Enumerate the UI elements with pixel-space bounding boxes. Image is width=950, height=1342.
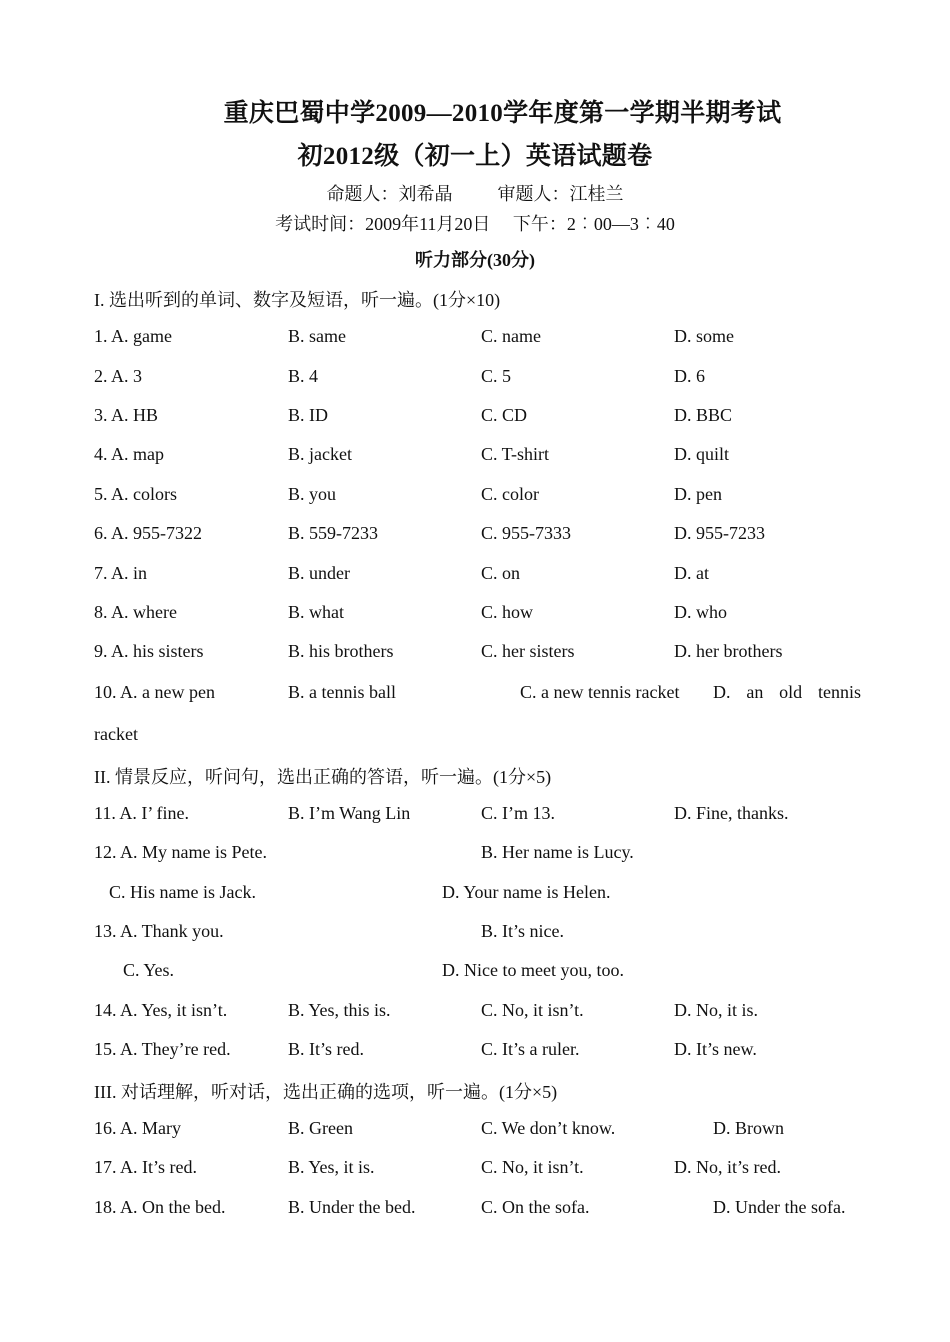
q6-option-d: D. 955-7233 (674, 523, 765, 543)
q9-option-d: D. her brothers (674, 641, 783, 661)
q12-option-a: 12. A. My name is Pete. (94, 842, 267, 862)
q11-option-b: B. I’m Wang Lin (288, 803, 411, 823)
q10-option-d-word: tennis (818, 682, 861, 702)
q16-option-c: C. We don’t know. (481, 1118, 616, 1138)
q14-option-c: C. No, it isn’t. (481, 1000, 584, 1020)
q16-option-b: B. Green (288, 1118, 353, 1138)
section-1-heading: I. 选出听到的单词、数字及短语，听一遍。(1分×10) (94, 290, 501, 310)
q15-option-a: 15. A. They’re red. (94, 1039, 231, 1059)
q10-option-c: C. a new tennis racket (520, 682, 680, 702)
q7-option-c: C. on (481, 563, 521, 583)
q18-option-a: 18. A. On the bed. (94, 1197, 226, 1217)
q12-option-b: B. Her name is Lucy. (481, 842, 634, 862)
q9-option-a: 9. A. his sisters (94, 641, 204, 661)
q3-option-a: 3. A. HB (94, 405, 159, 425)
q18-option-c: C. On the sofa. (481, 1197, 590, 1217)
q13-option-c: C. Yes. (123, 960, 175, 980)
q4-option-c: C. T-shirt (481, 444, 550, 464)
q13-option-a: 13. A. Thank you. (94, 921, 224, 941)
exam-authors: 命题人：刘希晶 审题人：江桂兰 (326, 184, 624, 204)
q12-option-c: C. His name is Jack. (109, 882, 256, 902)
q14-option-a: 14. A. Yes, it isn’t. (94, 1000, 228, 1020)
q16-option-d: D. Brown (713, 1118, 784, 1138)
q10-option-d-word: D. (713, 682, 731, 702)
q18-option-b: B. Under the bed. (288, 1197, 416, 1217)
q8-option-d: D. who (674, 602, 727, 622)
q2-option-c: C. 5 (481, 366, 512, 386)
q5-option-d: D. pen (674, 484, 722, 504)
q3-option-d: D. BBC (674, 405, 733, 425)
q11-option-c: C. I’m 13. (481, 803, 555, 823)
q5-option-a: 5. A. colors (94, 484, 177, 504)
listening-part-heading: 听力部分(30分) (415, 250, 535, 270)
q4-option-b: B. jacket (288, 444, 352, 464)
exam-time: 考试时间：2009年11月20日 下午：2︰00—3︰40 (275, 214, 675, 234)
q3-option-c: C. CD (481, 405, 528, 425)
q13-option-b: B. It’s nice. (481, 921, 564, 941)
q18-option-d: D. Under the sofa. (713, 1197, 846, 1217)
q11-option-a: 11. A. I’ fine. (94, 803, 189, 823)
q1-option-a: 1. A. game (94, 326, 172, 346)
q16-option-a: 16. A. Mary (94, 1118, 181, 1138)
q17-option-d: D. No, it’s red. (674, 1157, 781, 1177)
q9-option-b: B. his brothers (288, 641, 394, 661)
q12-option-d: D. Your name is Helen. (442, 882, 611, 902)
q15-option-d: D. It’s new. (674, 1039, 757, 1059)
q3-option-b: B. ID (288, 405, 328, 425)
q8-option-c: C. how (481, 602, 534, 622)
q17-option-c: C. No, it isn’t. (481, 1157, 584, 1177)
q2-option-b: B. 4 (288, 366, 319, 386)
q10-option-b: B. a tennis ball (288, 682, 396, 702)
q1-option-c: C. name (481, 326, 541, 346)
q4-option-a: 4. A. map (94, 444, 164, 464)
q1-option-d: D. some (674, 326, 734, 346)
q10-option-d-wrap: racket (94, 724, 138, 744)
q15-option-b: B. It’s red. (288, 1039, 364, 1059)
q8-option-b: B. what (288, 602, 344, 622)
q6-option-a: 6. A. 955-7322 (94, 523, 202, 543)
q14-option-d: D. No, it is. (674, 1000, 759, 1020)
q6-option-b: B. 559-7233 (288, 523, 378, 543)
q14-option-b: B. Yes, this is. (288, 1000, 391, 1020)
q15-option-c: C. It’s a ruler. (481, 1039, 580, 1059)
q7-option-a: 7. A. in (94, 563, 148, 583)
q7-option-b: B. under (288, 563, 350, 583)
q10-option-d-word: an (746, 682, 764, 702)
exam-title-line1: 重庆巴蜀中学2009—2010学年度第一学期半期考试 (223, 100, 782, 127)
q10-option-d (713, 682, 861, 703)
exam-title-line2: 初2012级（初一上）英语试题卷 (297, 143, 653, 170)
q6-option-c: C. 955-7333 (481, 523, 571, 543)
section-3-heading: III. 对话理解，听对话，选出正确的选项，听一遍。(1分×5) (94, 1082, 558, 1102)
q17-option-b: B. Yes, it is. (288, 1157, 375, 1177)
q7-option-d: D. at (674, 563, 709, 583)
q17-option-a: 17. A. It’s red. (94, 1157, 197, 1177)
q1-option-b: B. same (288, 326, 346, 346)
q13-option-d: D. Nice to meet you, too. (442, 960, 624, 980)
q4-option-d: D. quilt (674, 444, 730, 464)
q5-option-b: B. you (288, 484, 337, 504)
q2-option-a: 2. A. 3 (94, 366, 143, 386)
q2-option-d: D. 6 (674, 366, 705, 386)
q8-option-a: 8. A. where (94, 602, 177, 622)
q9-option-c: C. her sisters (481, 641, 575, 661)
q10-option-d-word: old (779, 682, 803, 702)
q10-option-a: 10. A. a new pen (94, 682, 215, 702)
q5-option-c: C. color (481, 484, 539, 504)
section-2-heading: II. 情景反应，听问句，选出正确的答语，听一遍。(1分×5) (94, 767, 552, 787)
q11-option-d: D. Fine, thanks. (674, 803, 789, 823)
